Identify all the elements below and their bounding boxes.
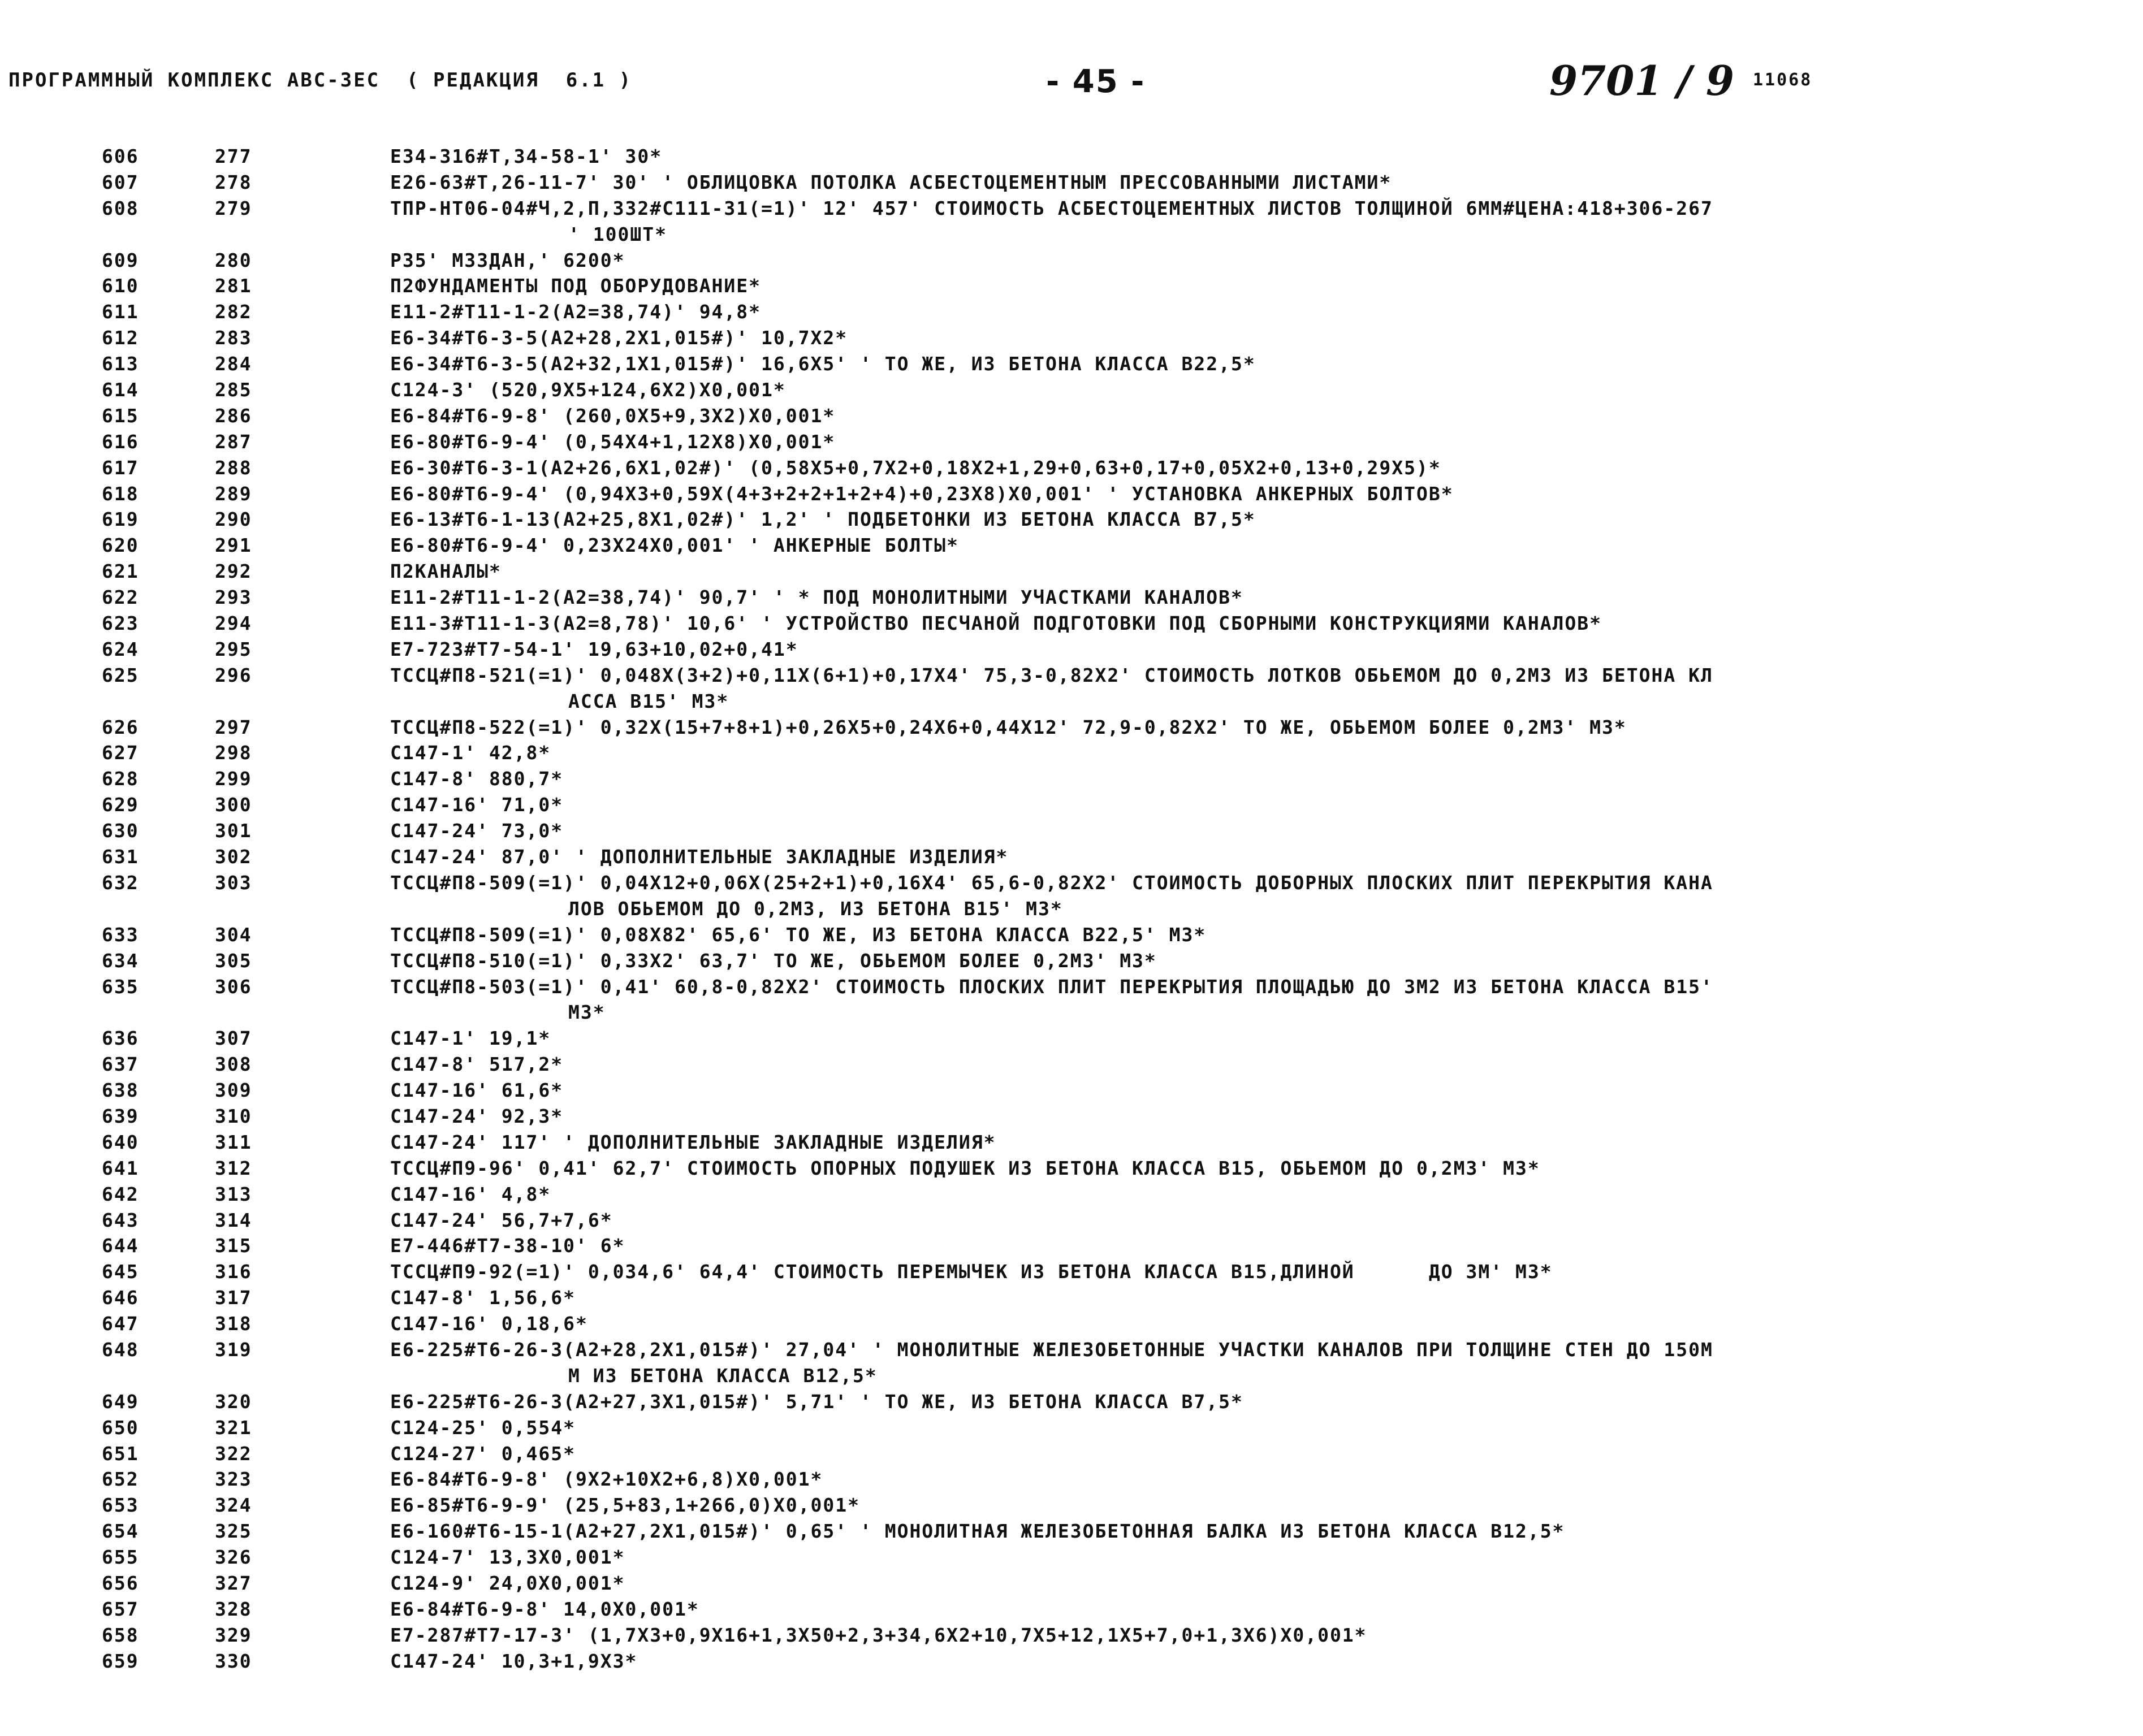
- listing-line: [0, 1466, 2143, 1492]
- item-number: 304: [215, 923, 252, 946]
- line-number: 621: [102, 560, 139, 583]
- item-number: 307: [215, 1027, 252, 1050]
- item-number: 315: [215, 1235, 252, 1257]
- line-number: 625: [102, 664, 139, 686]
- item-number: 330: [215, 1650, 252, 1672]
- line-text: E6-225#Т6-26-3(А2+28,2Х1,015#)' 27,04' ' МОНОЛИТНЫЕ ЖЕЛЕЗОБЕТОННЫЕ УЧАСТКИ КАНАЛОВ ПРИ ТОЛЩИНЕ СТЕН ДО 150М: [390, 1338, 1713, 1361]
- listing-line: [0, 1311, 2143, 1337]
- item-number: 317: [215, 1287, 252, 1309]
- listing-line: [0, 1181, 2143, 1207]
- listing-line: [0, 1544, 2143, 1570]
- item-number: 296: [215, 664, 252, 686]
- line-text: С124-7' 13,3Х0,001*: [390, 1546, 625, 1569]
- item-number: 288: [215, 456, 252, 479]
- line-text: ТПР-НТ06-04#Ч,2,П,332#С111-31(=1)' 12' 457' СТОИМОСТЬ АСБЕСТОЦЕМЕНТНЫХ ЛИСТОВ ТОЛЩИНОЙ 6ММ#ЦЕНА:418+306-267: [390, 197, 1713, 219]
- item-number: 282: [215, 301, 252, 323]
- listing-line: [0, 715, 2143, 741]
- line-number: 657: [102, 1598, 139, 1620]
- item-number: 277: [215, 145, 252, 167]
- item-number: 289: [215, 482, 252, 505]
- listing-line: [0, 1622, 2143, 1648]
- item-number: 326: [215, 1546, 252, 1569]
- continuation-text: АССА В15' М3*: [568, 690, 729, 712]
- line-text: ТССЦ#П8-509(=1)' 0,08Х82' 65,6' ТО ЖЕ, ИЗ БЕТОНА КЛАССА В22,5' М3*: [390, 923, 1207, 946]
- line-text: E26-63#Т,26-11-7' 30' ' ОБЛИЦОВКА ПОТОЛКА АСБЕСТОЦЕМЕНТНЫМ ПРЕССОВАННЫМИ ЛИСТАМИ*: [390, 171, 1392, 193]
- listing-body: [0, 144, 2143, 1674]
- line-text: E11-3#Т11-1-3(А2=8,78)' 10,6' ' УСТРОЙСТВО ПЕСЧАНОЙ ПОДГОТОВКИ ПОД СБОРНЫМИ КОНСТРУКЦИЯМИ КАНАЛОВ*: [390, 612, 1602, 635]
- listing-line: [0, 248, 2143, 274]
- item-number: 303: [215, 871, 252, 894]
- program-title: ПРОГРАММНЫЙ КОМПЛЕКС АВС-3ЕС ( РЕДАКЦИЯ 6.1 ): [8, 69, 633, 92]
- listing-line: [0, 689, 2143, 715]
- line-text: С124-9' 24,0Х0,001*: [390, 1572, 625, 1594]
- listing-line: [0, 948, 2143, 974]
- listing-line: [0, 1363, 2143, 1389]
- listing-line: [0, 1389, 2143, 1415]
- line-text: E6-13#Т6-1-13(А2+25,8Х1,02#)' 1,2' ' ПОДБЕТОНКИ ИЗ БЕТОНА КЛАССА В7,5*: [390, 508, 1256, 531]
- item-number: 323: [215, 1468, 252, 1491]
- listing-line: [0, 896, 2143, 922]
- listing-line: [0, 377, 2143, 403]
- listing-line: [0, 1337, 2143, 1363]
- listing-line: [0, 1518, 2143, 1544]
- line-text: E7-446#Т7-38-10' 6*: [390, 1235, 625, 1257]
- listing-line: [0, 273, 2143, 299]
- line-number: 637: [102, 1053, 139, 1076]
- listing-line: [0, 1103, 2143, 1129]
- line-number: 658: [102, 1624, 139, 1646]
- line-text: С147-1' 19,1*: [390, 1027, 551, 1050]
- line-text: С147-24' 117' ' ДОПОЛНИТЕЛЬНЫЕ ЗАКЛАДНЫЕ ИЗДЕЛИЯ*: [390, 1131, 996, 1153]
- listing-line: [0, 663, 2143, 689]
- page-header: [0, 57, 2143, 109]
- listing-line: [0, 1025, 2143, 1051]
- listing-line: [0, 740, 2143, 766]
- line-number: 636: [102, 1027, 139, 1050]
- line-text: E6-80#Т6-9-4' 0,23Х24Х0,001' ' АНКЕРНЫЕ БОЛТЫ*: [390, 534, 959, 557]
- item-number: 325: [215, 1520, 252, 1543]
- listing-line: [0, 1077, 2143, 1103]
- listing-line: [0, 1570, 2143, 1596]
- listing-line: [0, 1596, 2143, 1622]
- line-text: С147-24' 56,7+7,6*: [390, 1209, 613, 1231]
- line-text: E34-316#Т,34-58-1' 30*: [390, 145, 663, 167]
- line-number: 651: [102, 1442, 139, 1465]
- listing-line: [0, 351, 2143, 377]
- listing-line: [0, 974, 2143, 1000]
- line-text: E7-723#Т7-54-1' 19,63+10,02+0,41*: [390, 638, 798, 660]
- line-number: 611: [102, 301, 139, 323]
- line-text: E6-84#Т6-9-8' (260,0Х5+9,3Х2)Х0,001*: [390, 404, 836, 427]
- line-number: 617: [102, 456, 139, 479]
- listing-line: [0, 999, 2143, 1025]
- item-number: 322: [215, 1442, 252, 1465]
- item-number: 305: [215, 949, 252, 972]
- line-number: 650: [102, 1416, 139, 1439]
- line-number: 647: [102, 1313, 139, 1335]
- line-number: 659: [102, 1650, 139, 1672]
- line-text: ТССЦ#П9-92(=1)' 0,034,6' 64,4' СТОИМОСТЬ ПЕРЕМЫЧЕК ИЗ БЕТОНА КЛАССА В15,ДЛИНОЙ ДО 3М' М3*: [390, 1261, 1553, 1283]
- line-text: E6-160#Т6-15-1(А2+27,2Х1,015#)' 0,65' ' МОНОЛИТНАЯ ЖЕЛЕЗОБЕТОННАЯ БАЛКА ИЗ БЕТОНА КЛАССА В12,5*: [390, 1520, 1565, 1543]
- item-number: 290: [215, 508, 252, 531]
- listing-line: [0, 844, 2143, 870]
- line-text: E7-287#Т7-17-3' (1,7Х3+0,9Х16+1,3Х50+2,3+34,6Х2+10,7Х5+12,1Х5+7,0+1,3Х6)Х0,001*: [390, 1624, 1367, 1646]
- item-number: 312: [215, 1157, 252, 1179]
- line-number: 624: [102, 638, 139, 660]
- document-code: 11068: [1753, 70, 1813, 90]
- line-number: 628: [102, 768, 139, 790]
- item-number: 302: [215, 846, 252, 868]
- listing-line: [0, 222, 2143, 248]
- listing-line: [0, 1492, 2143, 1518]
- line-text: С147-24' 73,0*: [390, 820, 564, 842]
- line-text: E6-84#Т6-9-8' (9Х2+10Х2+6,8)Х0,001*: [390, 1468, 823, 1491]
- listing-line: [0, 403, 2143, 429]
- line-number: 612: [102, 327, 139, 349]
- line-text: С124-27' 0,465*: [390, 1442, 576, 1465]
- item-number: 316: [215, 1261, 252, 1283]
- item-number: 283: [215, 327, 252, 349]
- listing-line: [0, 559, 2143, 585]
- listing-line: [0, 792, 2143, 818]
- listing-line: [0, 818, 2143, 844]
- line-number: 653: [102, 1494, 139, 1517]
- listing-line: [0, 1648, 2143, 1674]
- line-text: E6-34#Т6-3-5(А2+32,1Х1,015#)' 16,6Х5' ' ТО ЖЕ, ИЗ БЕТОНА КЛАССА В22,5*: [390, 353, 1256, 375]
- line-text: П2ФУНДАМЕНТЫ ПОД ОБОРУДОВАНИЕ*: [390, 275, 762, 297]
- item-number: 281: [215, 275, 252, 297]
- line-text: С147-24' 10,3+1,9Х3*: [390, 1650, 638, 1672]
- line-number: 607: [102, 171, 139, 193]
- line-text: ТССЦ#П8-522(=1)' 0,32Х(15+7+8+1)+0,26Х5+0,24Х6+0,44Х12' 72,9-0,82Х2' ТО ЖЕ, ОБЬЕМОМ БОЛЕЕ 0,2М3' М3*: [390, 716, 1627, 738]
- item-number: 319: [215, 1338, 252, 1361]
- listing-line: [0, 1259, 2143, 1285]
- listing-line: [0, 1415, 2143, 1441]
- listing-line: [0, 196, 2143, 222]
- item-number: 313: [215, 1183, 252, 1205]
- item-number: 292: [215, 560, 252, 583]
- item-number: 329: [215, 1624, 252, 1646]
- line-text: Р35' М33ДАН,' 6200*: [390, 249, 625, 271]
- listing-line: [0, 870, 2143, 896]
- item-number: 311: [215, 1131, 252, 1153]
- line-text: С147-16' 0,18,6*: [390, 1313, 588, 1335]
- line-number: 639: [102, 1105, 139, 1127]
- line-number: 648: [102, 1338, 139, 1361]
- item-number: 301: [215, 820, 252, 842]
- listing-line: [0, 611, 2143, 637]
- line-number: 640: [102, 1131, 139, 1153]
- continuation-text: М ИЗ БЕТОНА КЛАССА В12,5*: [568, 1364, 878, 1387]
- line-number: 608: [102, 197, 139, 219]
- listing-line: [0, 585, 2143, 611]
- item-number: 321: [215, 1416, 252, 1439]
- line-number: 644: [102, 1235, 139, 1257]
- item-number: 308: [215, 1053, 252, 1076]
- listing-line: [0, 1233, 2143, 1259]
- line-number: 609: [102, 249, 139, 271]
- listing-line: [0, 1051, 2143, 1077]
- item-number: 278: [215, 171, 252, 193]
- line-number: 638: [102, 1079, 139, 1102]
- listing-line: [0, 922, 2143, 948]
- line-number: 655: [102, 1546, 139, 1569]
- listing-line: [0, 325, 2143, 351]
- line-number: 627: [102, 742, 139, 764]
- continuation-text: ' 100ШТ*: [568, 223, 667, 245]
- line-text: E6-80#Т6-9-4' (0,54Х4+1,12Х8)Х0,001*: [390, 430, 836, 453]
- item-number: 287: [215, 430, 252, 453]
- line-number: 632: [102, 871, 139, 894]
- line-text: С124-3' (520,9Х5+124,6Х2)Х0,001*: [390, 379, 786, 401]
- line-number: 614: [102, 379, 139, 401]
- listing-line: [0, 533, 2143, 559]
- line-number: 634: [102, 949, 139, 972]
- item-number: 320: [215, 1390, 252, 1413]
- item-number: 314: [215, 1209, 252, 1231]
- listing-line: [0, 481, 2143, 507]
- item-number: 327: [215, 1572, 252, 1594]
- item-number: 328: [215, 1598, 252, 1620]
- line-text: E6-80#Т6-9-4' (0,94Х3+0,59Х(4+3+2+2+1+2+4)+0,23Х8)Х0,001' ' УСТАНОВКА АНКЕРНЫХ БОЛТОВ*: [390, 482, 1454, 505]
- line-text: E11-2#Т11-1-2(А2=38,74)' 90,7' ' * ПОД МОНОЛИТНЫМИ УЧАСТКАМИ КАНАЛОВ*: [390, 586, 1243, 609]
- line-number: 610: [102, 275, 139, 297]
- line-text: ТССЦ#П9-96' 0,41' 62,7' СТОИМОСТЬ ОПОРНЫХ ПОДУШЕК ИЗ БЕТОНА КЛАССА В15, ОБЬЕМОМ ДО 0,2М3' М3*: [390, 1157, 1540, 1179]
- item-number: 291: [215, 534, 252, 557]
- handwritten-note: 9701 / 9: [1549, 57, 1734, 105]
- item-number: 279: [215, 197, 252, 219]
- item-number: 286: [215, 404, 252, 427]
- item-number: 294: [215, 612, 252, 635]
- listing-line: [0, 429, 2143, 455]
- line-text: С147-1' 42,8*: [390, 742, 551, 764]
- line-text: E6-85#Т6-9-9' (25,5+83,1+266,0)Х0,001*: [390, 1494, 860, 1517]
- listing-line: [0, 1129, 2143, 1155]
- item-number: 299: [215, 768, 252, 790]
- line-text: С147-16' 71,0*: [390, 794, 564, 816]
- line-number: 620: [102, 534, 139, 557]
- page-number: - 45 -: [1046, 63, 1146, 100]
- line-number: 629: [102, 794, 139, 816]
- line-number: 646: [102, 1287, 139, 1309]
- line-text: E6-225#Т6-26-3(А2+27,3Х1,015#)' 5,71' ' ТО ЖЕ, ИЗ БЕТОНА КЛАССА В7,5*: [390, 1390, 1243, 1413]
- line-number: 642: [102, 1183, 139, 1205]
- item-number: 295: [215, 638, 252, 660]
- line-text: С124-25' 0,554*: [390, 1416, 576, 1439]
- item-number: 310: [215, 1105, 252, 1127]
- line-number: 622: [102, 586, 139, 609]
- line-text: С147-8' 517,2*: [390, 1053, 564, 1076]
- line-number: 654: [102, 1520, 139, 1543]
- line-text: E6-84#Т6-9-8' 14,0Х0,001*: [390, 1598, 699, 1620]
- line-number: 623: [102, 612, 139, 635]
- item-number: 298: [215, 742, 252, 764]
- item-number: 309: [215, 1079, 252, 1102]
- line-number: 631: [102, 846, 139, 868]
- line-text: ТССЦ#П8-509(=1)' 0,04Х12+0,06Х(25+2+1)+0,16Х4' 65,6-0,82Х2' СТОИМОСТЬ ДОБОРНЫХ ПЛОСКИХ ПЛИТ ПЕРЕКРЫТИЯ КАНА: [390, 871, 1713, 894]
- line-text: С147-16' 4,8*: [390, 1183, 551, 1205]
- line-number: 641: [102, 1157, 139, 1179]
- item-number: 285: [215, 379, 252, 401]
- listing-line: [0, 506, 2143, 533]
- item-number: 297: [215, 716, 252, 738]
- listing-line: [0, 766, 2143, 792]
- line-text: E11-2#Т11-1-2(А2=38,74)' 94,8*: [390, 301, 762, 323]
- line-text: С147-24' 87,0' ' ДОПОЛНИТЕЛЬНЫЕ ЗАКЛАДНЫЕ ИЗДЕЛИЯ*: [390, 846, 1009, 868]
- listing-line: [0, 1285, 2143, 1311]
- item-number: 293: [215, 586, 252, 609]
- continuation-text: ЛОВ ОБЬЕМОМ ДО 0,2М3, ИЗ БЕТОНА В15' М3*: [568, 897, 1063, 920]
- listing-line: [0, 299, 2143, 325]
- line-number: 635: [102, 975, 139, 998]
- listing-line: [0, 144, 2143, 170]
- listing-line: [0, 170, 2143, 196]
- line-number: 645: [102, 1261, 139, 1283]
- listing-line: [0, 1207, 2143, 1233]
- line-number: 619: [102, 508, 139, 531]
- line-text: С147-16' 61,6*: [390, 1079, 564, 1102]
- line-text: ТССЦ#П8-503(=1)' 0,41' 60,8-0,82Х2' СТОИМОСТЬ ПЛОСКИХ ПЛИТ ПЕРЕКРЫТИЯ ПЛОЩАДЬЮ ДО 3М2 ИЗ БЕТОНА КЛАССА В15': [390, 975, 1713, 998]
- listing-line: [0, 455, 2143, 481]
- listing-line: [0, 1441, 2143, 1467]
- line-number: 626: [102, 716, 139, 738]
- item-number: 306: [215, 975, 252, 998]
- item-number: 324: [215, 1494, 252, 1517]
- line-text: ТССЦ#П8-510(=1)' 0,33Х2' 63,7' ТО ЖЕ, ОБЬЕМОМ БОЛЕЕ 0,2М3' М3*: [390, 949, 1157, 972]
- line-text: С147-8' 1,56,6*: [390, 1287, 576, 1309]
- line-number: 616: [102, 430, 139, 453]
- line-text: С147-24' 92,3*: [390, 1105, 564, 1127]
- line-text: E6-30#Т6-3-1(А2+26,6Х1,02#)' (0,58Х5+0,7Х2+0,18Х2+1,29+0,63+0,17+0,05Х2+0,13+0,29Х5)*: [390, 456, 1441, 479]
- continuation-text: М3*: [568, 1001, 606, 1024]
- item-number: 318: [215, 1313, 252, 1335]
- line-text: E6-34#Т6-3-5(А2+28,2Х1,015#)' 10,7Х2*: [390, 327, 848, 349]
- line-number: 615: [102, 404, 139, 427]
- line-number: 656: [102, 1572, 139, 1594]
- item-number: 300: [215, 794, 252, 816]
- listing-line: [0, 637, 2143, 663]
- line-number: 643: [102, 1209, 139, 1231]
- line-number: 613: [102, 353, 139, 375]
- line-number: 652: [102, 1468, 139, 1491]
- line-number: 649: [102, 1390, 139, 1413]
- listing-line: [0, 1155, 2143, 1181]
- line-number: 618: [102, 482, 139, 505]
- line-text: П2КАНАЛЫ*: [390, 560, 502, 583]
- item-number: 280: [215, 249, 252, 271]
- line-number: 630: [102, 820, 139, 842]
- line-number: 606: [102, 145, 139, 167]
- line-text: С147-8' 880,7*: [390, 768, 564, 790]
- item-number: 284: [215, 353, 252, 375]
- line-number: 633: [102, 923, 139, 946]
- line-text: ТССЦ#П8-521(=1)' 0,048Х(3+2)+0,11Х(6+1)+0,17Х4' 75,3-0,82Х2' СТОИМОСТЬ ЛОТКОВ ОБЬЕМОМ ДО 0,2М3 ИЗ БЕТОНА КЛ: [390, 664, 1713, 686]
